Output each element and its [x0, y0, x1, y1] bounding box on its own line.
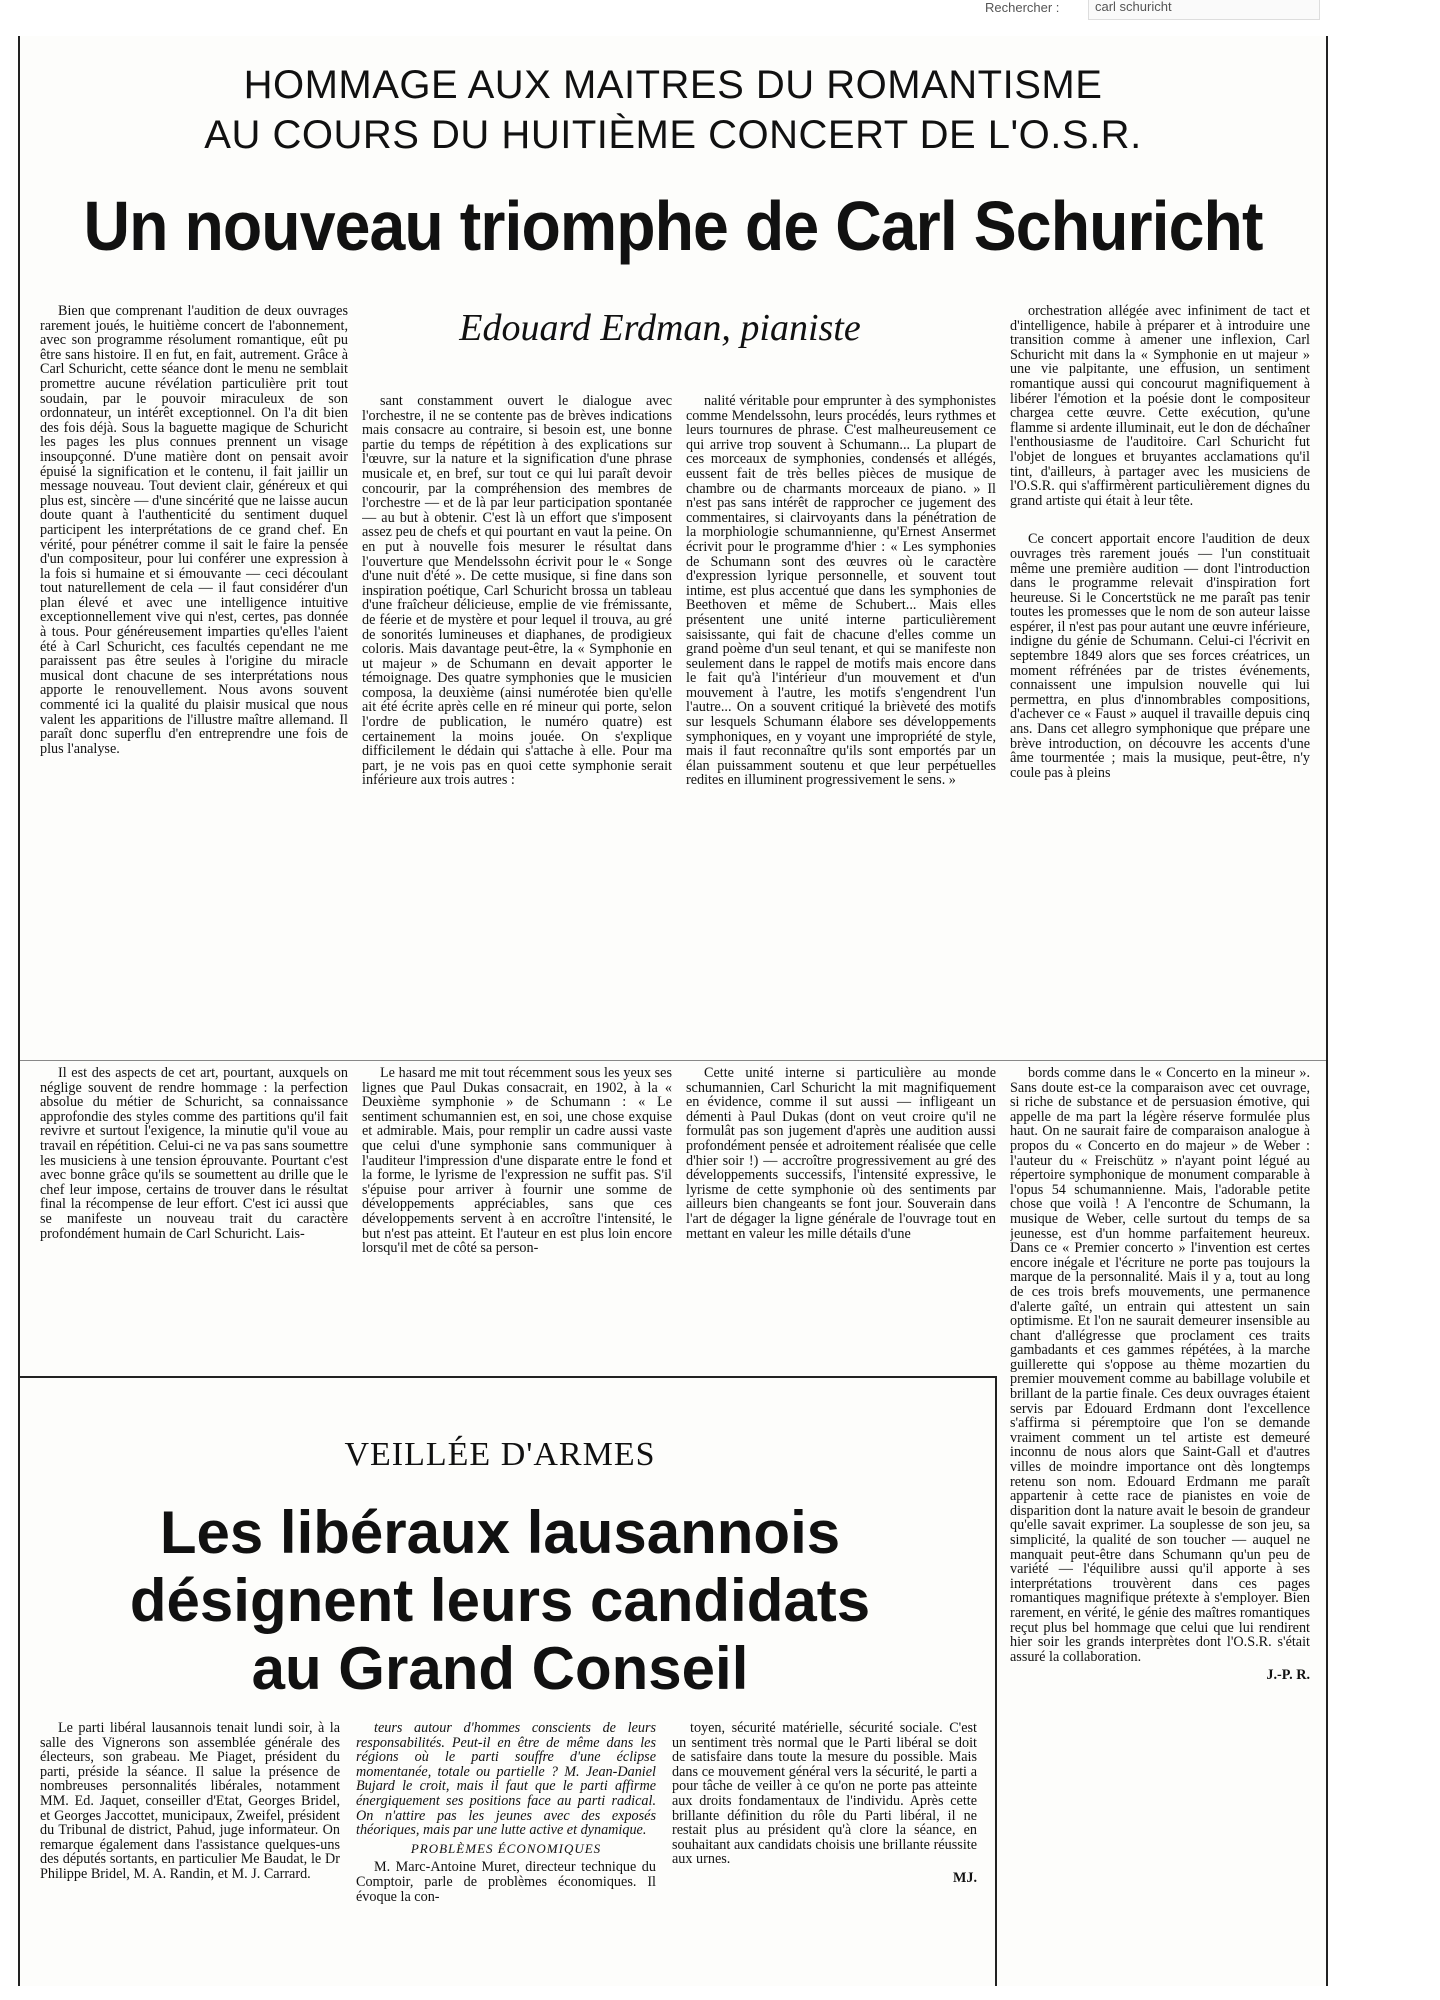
article1-kicker-line1: HOMMAGE AUX MAITRES DU ROMANTISME [243, 63, 1103, 107]
article2-column-1 [40, 1721, 340, 1983]
article1-col4c-text: bords comme dans le « Concerto en la mineur ». Sans doute est-ce la comparaison avec cet ouvrage, si riche de substance et de persuasion émotive, qui appelle de ma part la légère réserve formulée plus haut. On ne saurait faire de comparaison analogue à propos du « Concerto en do majeur » de Weber : l'auteur du « Freischütz » n'ayant point légué au répertoire symphonique de monument comparable à l'opus 54 schumannienne. Mais, l'adorable petite chose que voilà ! A l'encontre de Schumann, la musique de Weber, celle surtout du temps de sa jeunesse, est d'un homme parfaitement heureux. Dans ce « Premier concerto » l'invention est certes encore inégale et l'écriture ne porte pas toujours la marque de la personnalité. Mais il y a, tout au long de ces trois brefs mouvements, une permanence d'alerte gaîté, un entrain qui attestent un sain optimisme. Et l'on ne saurait demeurer insensible au chant d'allégresse que proclament ces traits gambadants et ces gammes répétées, à la marche guillerette qui s'oppose au thème mozartien du premier mouvement comme au babillage volubile et brillant de la partie finale. Ces deux ouvrages étaient servis par Edouard Erdmann dont l'excellence s'affirma si péremptoire que l'on se demande vraiment comment un tel artiste est demeuré inconnu de nous alors que Saint-Gall et d'autres villes de moindre importance ont dès longtemps retenu son nom. Edouard Erdmann me paraît appartenir à cette race de pianistes en voie de disparition dont la nature avait le besoin de grandeur qu'elle savait exprimer. La souplesse de son jeu, sa simplicité, la qualité de son toucher — auquel ne manquait peut-être dans Schumann qu'un peu de variété — l'équilibre aussi qu'il apporte à ses interprétations trouvèrent dans ces pages romantiques magnifique prétexte à s'employer. Bien rarement, en vérité, le génie des maîtres romantiques reçut plus bel hommage que celui que lui rendirent hier soir les grands interprètes dont l'O.S.R. s'était assuré la collaboration. [1010, 1066, 1310, 1665]
article1-col1-text: Bien que comprenant l'audition de deux ouvrages rarement joués, le huitième concert de l'abonnement, avec son programme résolument romantique, eût pu être sans histoire. Il en fut, en fait, autrement. Grâce à Carl Schuricht, cette séance dont le menu ne semblait promettre aucune révélation particulière prit tout soudain, par le pouvoir miraculeux de son ordonnateur, un intérêt exceptionnel. On l'a dit bien des fois déjà. Sous la baguette magique de Schuricht les pages les plus connues prennent un visage insoupçonné. D'une matière dont on pensait avoir épuisé la signification et le contenu, il fait jaillir un message nouveau. Tout devient clair, généreux et qui plus est, sincère — d'une sincérité que ne laisse aucun doute quant à l'authenticité du sentiment duquel participent les interprétations de ce grand chef. En vérité, pour pénétrer comme il sait le faire la pensée d'un compositeur, pour lui conférer une expression à la fois si humaine et si émouvante — ceci découlant tout naturellement de cela — il faut considérer d'un plan élevé et avec une intelligence intuitive exceptionnellement vive qui n'est, certes, pas donnée à tous. Pour généreusement imparties qu'elles l'aient été à Carl Schuricht, ces facultés cependant ne me paraissent pas être seules à l'origine du miracle musical dont chacune de ses interprétations nous apporte le renouvellement. Nous avons souvent commenté ici la qualité du plaisir musical que nous valent les apparitions de l'illustre maître allemand. Il paraît donc superflu d'en entreprendre une fois de plus l'analyse. [40, 304, 348, 757]
article1-column-4c [1010, 1066, 1310, 1976]
article2-kicker: VEILLÉE D'ARMES [344, 1436, 656, 1473]
newspaper-page [18, 36, 1328, 1986]
fold-line [20, 1060, 1326, 1061]
search-label: Rechercher : [985, 0, 1060, 15]
article1-column-4 [1010, 304, 1310, 1056]
article2-headline-line1: Les libéraux lausannois [159, 1499, 841, 1566]
article1-signature: J.-P. R. [1266, 1667, 1310, 1684]
article1-col3-text: nalité véritable pour emprunter à des symphonistes comme Mendelssohn, leurs procédés, leurs rythmes et leurs tournures de phrase. C'est malheureusement ce qui arrive trop souvent à Schumann... La plupart de ces morceaux de symphonies, condensés et allégés, eussent fait de très belles pièces de musique de chambre ou de charmants morceaux de piano. » Il n'est pas sans intérêt de rapprocher ce jugement des commentaires, si clairvoyants dans la pénétration de la morphiologie schumannienne, qu'Ernest Ansermet écrivit pour le programme d'hier : « Les symphonies de Schumann sont des œuvres où le caractère d'expression lyrique personnelle, et souvent tout intime, est plus accentué que dans les symphonies de Beethoven et même de Schubert... Mais elles présentent une unité interne particulièrement saisissante, qui fait de chacune d'elles comme un grand poème d'un seul tenant, et qui se manifeste non seulement dans le rappel de motifs mais encore dans le fait qu'à l'intérieur d'un mouvement et d'un mouvement à l'autre, les motifs s'engendrent l'un l'autre... On a souvent critiqué la brièveté des motifs sur lesquels Schumann élabore ses développements symphoniques, en y voyant une impropriété de style, mais il faut reconnaître qu'ils sont emportés par un élan puissamment soutenu et que leur perpétuelles redites en illuminent progressivement le sens. » [686, 394, 996, 789]
article-divider [20, 1376, 995, 1378]
article1-column-3b [686, 1066, 996, 1366]
article2-signature: MJ. [952, 1869, 977, 1886]
article1-column-2b [362, 1066, 672, 1366]
article1-col4b-text: Ce concert apportait encore l'audition de deux ouvrages très rarement joués — l'un constituait même une première audition — dont l'introduction dans le programme relevait d'inspiration fort heureuse. Si le Concertstück ne me paraît pas tenir toutes les promesses que le nom de son auteur laisse espérer, il n'est pas pour autant une œuvre inférieure, indigne du génie de Schumann. Celui-ci l'écrivit en septembre 1849 alors que ses forces créatrices, un moment réfrénées par de tristes événements, connaissent une impulsion nouvelle qui lui permettra, en plus d'innombrables compositions, d'achever ce « Faust » auquel il travaille depuis cinq ans. Dans cet allegro symphonique que prépare une brève introduction, on découvre les accents d'une âme tourmentée ; mais la musique, peut-être, n'y coule pas à pleins [1010, 531, 1310, 781]
column-divider [995, 1376, 997, 1986]
search-input[interactable]: carl schuricht [1088, 0, 1320, 20]
article1-col2-text: sant constamment ouvert le dialogue avec l'orchestre, il ne se contente pas de brèves indications mais consacre au contraire, si besoin est, une bonne partie du temps de répétition à des explications sur l'œuvre, sur la nature et la signification d'une phrase musicale et, en bref, sur tout ce qui lui paraît devoir concourir, par la compréhension des membres de l'orchestre — et de là par leur participation spontanée — au but à obtenir. C'est là un effort que s'imposent assez peu de chefs et qui pourtant en vaut la peine. On en put à nouvelle fois mesurer le résultat dans l'ouverture que Mendelssohn écrivit pour le « Songe d'une nuit d'été ». De cette musique, si fine dans son inspiration poétique, Carl Schuricht brossa un tableau d'une fraîcheur délicieuse, emplie de vie frémissante, de féerie et de mystère et pour lequel il trouva, au gré de sonorités lumineuses et diaphanes, de prodigieux coloris. Mais davantage peut-être, la « Symphonie en ut majeur » de Schumann en devait apporter le témoignage. Des quatre symphonies que le musicien composa, la deuxième (ainsi numérotée bien qu'elle ait été écrite après celle en ré mineur qui porte, selon l'ordre de publication, le numéro quatre) est certainement la moins jouée. On s'explique difficilement le dédain qui s'attache à elle. Pour ma part, je ne vois pas en quoi cette symphonie serait inférieure aux trois autres : [362, 394, 672, 789]
top-bar [0, 0, 1440, 22]
article1-col4a-text: orchestration allégée avec infiniment de tact et d'intelligence, habile à préparer et à introduire une transition comme à amener une inflexion, Carl Schuricht mit dans la « Symphonie en ut majeur » une vie palpitante, une effusion, un sentiment romantique aussi qui concourut magnifiquement à libérer l'émotion et la poésie dont le compositeur chargea cette œuvre. Cette exécution, qu'une flamme si ardente illuminait, eut le don de déchaîner l'enthousiasme de l'auditoire. Carl Schuricht fut l'objet de longues et bruyantes acclamations qu'il tint, d'ailleurs, à partager avec les musiciens de l'O.S.R. qui s'affirmèrent particulièrement dignes du grand artiste qui était à leur tête. [1010, 304, 1310, 509]
article1-col2b-text: Le hasard me mit tout récemment sous les yeux ses lignes que Paul Dukas consacrait, en 1902, à la « Deuxième symphonie » de Schumann : « Le sentiment schumannien est, en soi, une chose exquise et admirable. Mais, pour remplir un cadre aussi vaste que celui d'une symphonie sans communiquer à l'auditeur l'impression d'une disparate entre le fond et la forme, le lyrisme de l'expression ne suffit pas. S'il s'épuise pour arriver à fournir une somme de développements appréciables, sans que ces développements servent à en accroître l'intensité, le but n'est pas atteint. Et l'auteur en est plus loin encore lorsqu'il met de côté sa person- [362, 1066, 672, 1257]
article1-headline: Un nouveau triomphe de Carl Schuricht [83, 187, 1263, 265]
article2-headline [20, 1499, 980, 1703]
article1-col1b-text: Il est des aspects de cet art, pourtant, auxquels on néglige souvent de rendre hommage : la perfection absolue du métier de Schuricht, sa connaissance approfondie des styles comme des partitions qu'il fait revivre et surtout l'exigence, la minutie qu'il voue au travail en répétition. Celui-ci ne va pas sans soumettre les musiciens à une tension éprouvante. Pourtant c'est avec bonne grâce qu'ils se soumettent au drille que le chef leur impose, certains de trouver dans le résultat final la récompense de leur effort. C'est ici aussi que se manifeste un nouveau trait du caractère profondément humain de Carl Schuricht. Lais- [40, 1066, 348, 1242]
article2-headline-line2: désignent leurs candidats [129, 1567, 871, 1634]
article2-column-2 [356, 1721, 656, 1983]
article1-col3b-text: Cette unité interne si particulière au monde schumannien, Carl Schuricht la mit magnifiquement en évidence, comme il sut aussi — infligeant un démenti à Paul Dukas (dont on veut croire qu'il ne formulât pas son jugement d'après une audition aussi profondément pensée et adroitement réalisée que celle d'hier soir !) — accroître progressivement au gré des développements successifs, l'intensité expressive, le lyrisme de cette symphonie où des sentiments par ailleurs bien changeants se font jour. Souverain dans l'art de dégager la ligne générale de l'ouvrage tout en mettant en valeur les mille détails d'une [686, 1066, 996, 1242]
article1-column-3 [686, 394, 996, 1056]
article2-col3-text: toyen, sécurité matérielle, sécurité sociale. C'est un sentiment très normal que le Parti libéral se doit de satisfaire dans toute la mesure du possible. Mais dans ce mouvement général vers la sécurité, le parti a pour tâche de veiller à ce qu'on ne porte pas atteinte aux droits fondamentaux de l'individu. Après cette brillante définition du rôle du Parti libéral, il ne restait plus au président qu'à clore la séance, en souhaitant aux candidats choisis une brillante réussite aux urnes. [672, 1721, 977, 1868]
article2-col2b-text: M. Marc-Antoine Muret, directeur technique du Comptoir, parle de problèmes économiques. Il évoque la con- [356, 1859, 656, 1905]
article2 [20, 1391, 990, 1986]
article1-column-2 [362, 394, 672, 1056]
article1-subhead: Edouard Erdman, pianiste [459, 307, 861, 349]
article1-column-1b [40, 1066, 348, 1366]
article2-headline-line3: au Grand Conseil [251, 1635, 749, 1702]
article2-col2-subhead: PROBLÈMES ÉCONOMIQUES [410, 1840, 602, 1856]
article1-column-1 [40, 304, 348, 1056]
article2-col1-text: Le parti libéral lausannois tenait lundi soir, à la salle des Vignerons son assemblée générale des électeurs, son grabeau. Me Piaget, président du parti, préside la séance. Il salue la présence de nombreuses personnalités libérales, notamment MM. Ed. Jaquet, conseiller d'Etat, Georges Bridel, et Georges Jaccottet, municipaux, Zweifel, président du Tribunal de district, Pahud, juge informateur. On remarque également dans l'assistance quelques-uns des députés sortants, en particulier Me Baudat, le Dr Philippe Bridel, M. A. Randin, et M. J. Carrard. [40, 1721, 340, 1882]
article2-col2-text: teurs autour d'hommes conscients de leurs responsabilités. Peut-il en être de même dans les régions où le parti souffre d'une éclipse momentanée, totale ou partielle ? M. Jean-Daniel Bujard le croit, mais il faut que le parti affirme énergiquement ses positions face au parti radical. On n'attire pas les jeunes avec des exposés théoriques, mais par une lutte active et dynamique. [356, 1721, 656, 1839]
article1-kicker-line2: AU COURS DU HUITIÈME CONCERT DE L'O.S.R. [204, 113, 1142, 157]
article2-column-3 [672, 1721, 977, 1983]
